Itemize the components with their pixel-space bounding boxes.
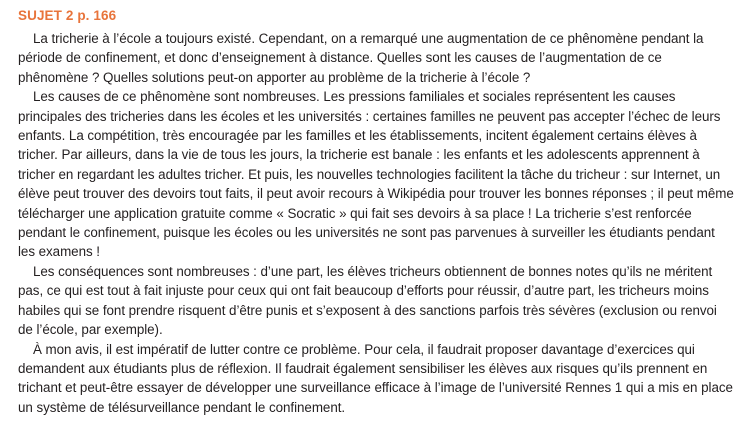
document-page (18, 7, 734, 417)
paragraph-conclusion: À mon avis, il est impératif de lutter contre ce problème. Pour cela, il faudrait proposer davantage d’exercices qui demandent aux étudiants plus de réflexion. Il faudrait également sensibiliser les élèves aux risques qu’ils prennent en trichant et peut-être essayer de développer une surveillance efficace à l’image de l’université Rennes 1 qui a mis en place un système de télésurveillance pendant le confinement. (18, 341, 733, 415)
subject-heading: SUJET 2 p. 166 (18, 8, 117, 23)
paragraph-introduction: La tricherie à l’école a toujours existé. Cependant, on a remarqué une augmentation de ce phênomène pendant la période de confinement, et donc d’enseignement à distance. Quelles sont les causes de l’augmentation de ce phênomène ? Quelles solutions peut-on apporter au problème de la tricherie à l’école ? (18, 31, 704, 85)
paragraph-causes: Les causes de ce phênomène sont nombreuses. Les pressions familiales et sociales représentent les causes principales des tricheries dans les écoles et les universités : certaines familles ne peuvent pas accepter l’échec de leurs enfants. La compétition, très encouragée par les familles et les établissements, incitent également certains élèves à tricher. Par ailleurs, dans la vie de tous les jours, la tricherie est banale : les enfants et les adolescents apprennent à tricher en regardant les adultes tricher. Et puis, les nouvelles technologies facilitent la tâche du tricheur : sur Internet, un élève peut trouver des devoirs tout faits, il peut avoir recours à Wikipédia pour trouver les bonnes réponses ; il peut même télécharger une application gratuite comme « Socratic » qui fait ses devoirs à sa place ! La tricherie s’est renforcée pendant le confinement, puisque les écoles ou les universités ne sont pas parvenues à surveiller les étudiants pendant les examens ! (18, 89, 734, 260)
paragraph-consequences: Les conséquences sont nombreuses : d’une part, les élèves tricheurs obtiennent de bonnes notes qu’ils ne méritent pas, ce qui est tout à fait injuste pour ceux qui ont fait beaucoup d’efforts pour réussir, d’autre part, les tricheurs moins habiles qui se font prendre risquent d’être punis et s’exposent à des sanctions parfois très sévères (exclusion ou renvoi de l’école, par exemple). (18, 263, 717, 338)
